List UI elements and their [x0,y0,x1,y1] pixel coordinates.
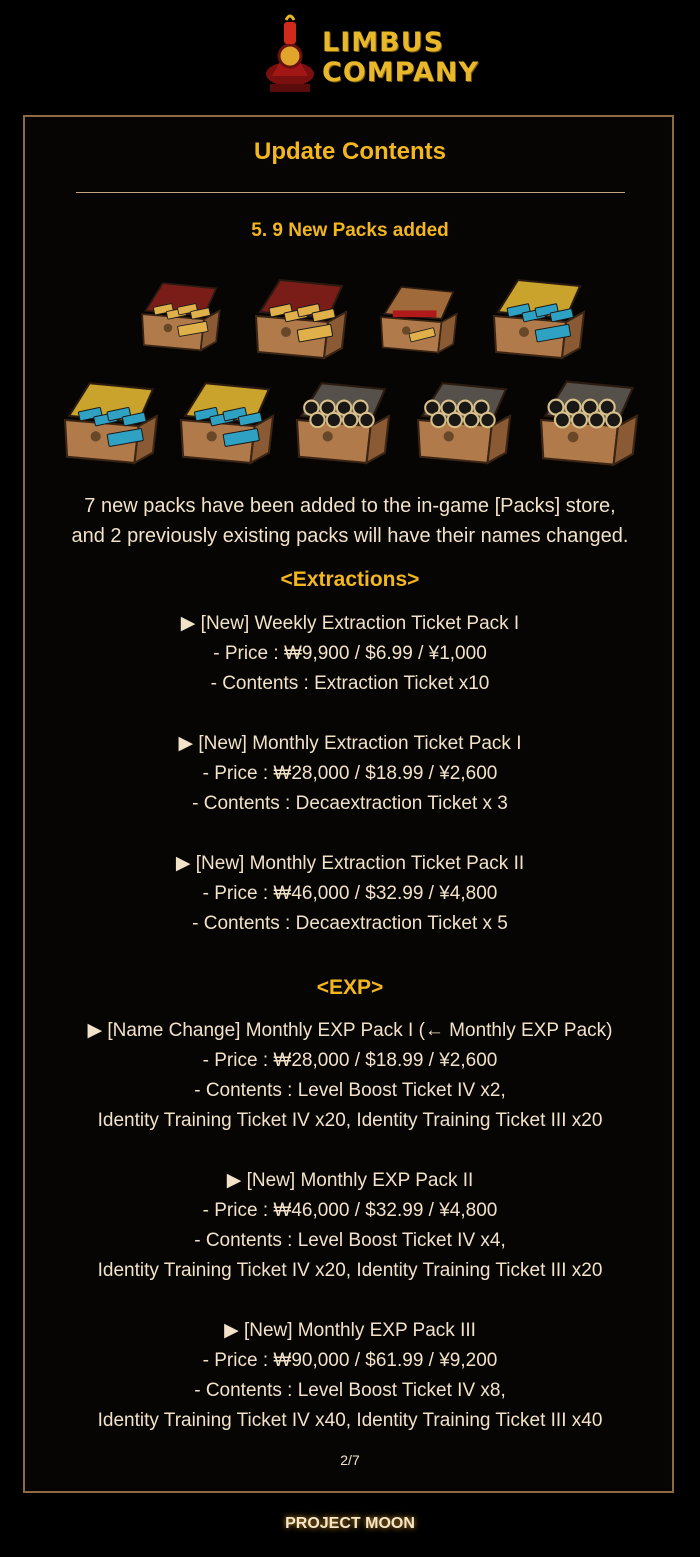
pack-contents: - Contents : Decaextraction Ticket x 3 [192,793,508,814]
pack-contents: Identity Training Ticket IV x20, Identity Training Ticket III x20 [97,1260,603,1281]
pack-name: ▶ [New] Monthly Extraction Ticket Pack I [178,733,522,754]
pack-contents: - Contents : Level Boost Ticket IV x2, [194,1080,506,1101]
section-subtitle: 5. 9 New Packs added [251,220,449,241]
pack-entry [0,1166,700,1286]
pack-box-icon [137,268,223,362]
footer-brand: PROJECT MOON [285,1515,415,1532]
page-indicator: 2/7 [340,1452,360,1468]
logo-line-2: COMPANY [322,57,479,88]
header-logo [0,0,700,105]
pack-entry [0,729,700,819]
pack-contents: - Contents : Extraction Ticket x10 [210,673,490,694]
pack-box-icon [406,375,520,467]
pack-contents: - Contents : Decaextraction Ticket x 5 [192,913,508,934]
pack-name: ▶ [New] Monthly EXP Pack II [226,1170,474,1191]
intro-line: and 2 previously existing packs will have their names changed. [71,525,629,547]
pack-entry [0,849,700,939]
pack-contents: - Contents : Level Boost Ticket IV x4, [194,1230,506,1251]
intro-text [0,491,700,551]
pack-name: ▶ [New] Weekly Extraction Ticket Pack I [180,613,520,634]
pack-price: - Price : ₩90,000 / $61.99 / ¥9,200 [202,1350,498,1371]
logo-wordmark [322,27,479,88]
pack-price: - Price : ₩46,000 / $32.99 / ¥4,800 [202,883,498,904]
pack-contents: - Contents : Level Boost Ticket IV x8, [194,1380,506,1401]
pack-entry [0,1016,700,1136]
pack-name: ▶ [New] Monthly Extraction Ticket Pack II [175,853,525,874]
pack-entry [0,1316,700,1436]
pack-price: - Price : ₩28,000 / $18.99 / ¥2,600 [202,1050,498,1071]
pack-entry [0,609,700,699]
limbus-emblem-icon [262,14,318,98]
pack-price: - Price : ₩28,000 / $18.99 / ¥2,600 [202,763,498,784]
pack-contents: Identity Training Ticket IV x20, Identity Training Ticket III x20 [97,1110,603,1131]
pack-name: ▶ [Name Change] Monthly EXP Pack I (← Monthly EXP Pack) [87,1020,613,1041]
pack-box-icon [171,375,281,467]
logo-line-1: LIMBUS [322,27,445,58]
pack-box-icon [484,272,592,362]
extractions-heading: <Extractions> [280,568,420,591]
exp-heading: <EXP> [316,976,384,999]
pack-price: - Price : ₩9,900 / $6.99 / ¥1,000 [213,643,487,664]
pack-box-icon [245,272,355,362]
intro-line: 7 new packs have been added to the in-game [Packs] store, [84,495,616,517]
pack-contents: Identity Training Ticket IV x40, Identity Training Ticket III x40 [97,1410,603,1431]
pack-box-icon [55,375,165,467]
pack-name: ▶ [New] Monthly EXP Pack III [224,1320,476,1341]
pack-price: - Price : ₩46,000 / $32.99 / ¥4,800 [202,1200,498,1221]
pack-box-icon [376,276,460,360]
title-divider [76,192,625,193]
pack-box-icon [531,373,645,469]
pack-box-icon [287,375,397,467]
panel-title: Update Contents [254,138,446,165]
